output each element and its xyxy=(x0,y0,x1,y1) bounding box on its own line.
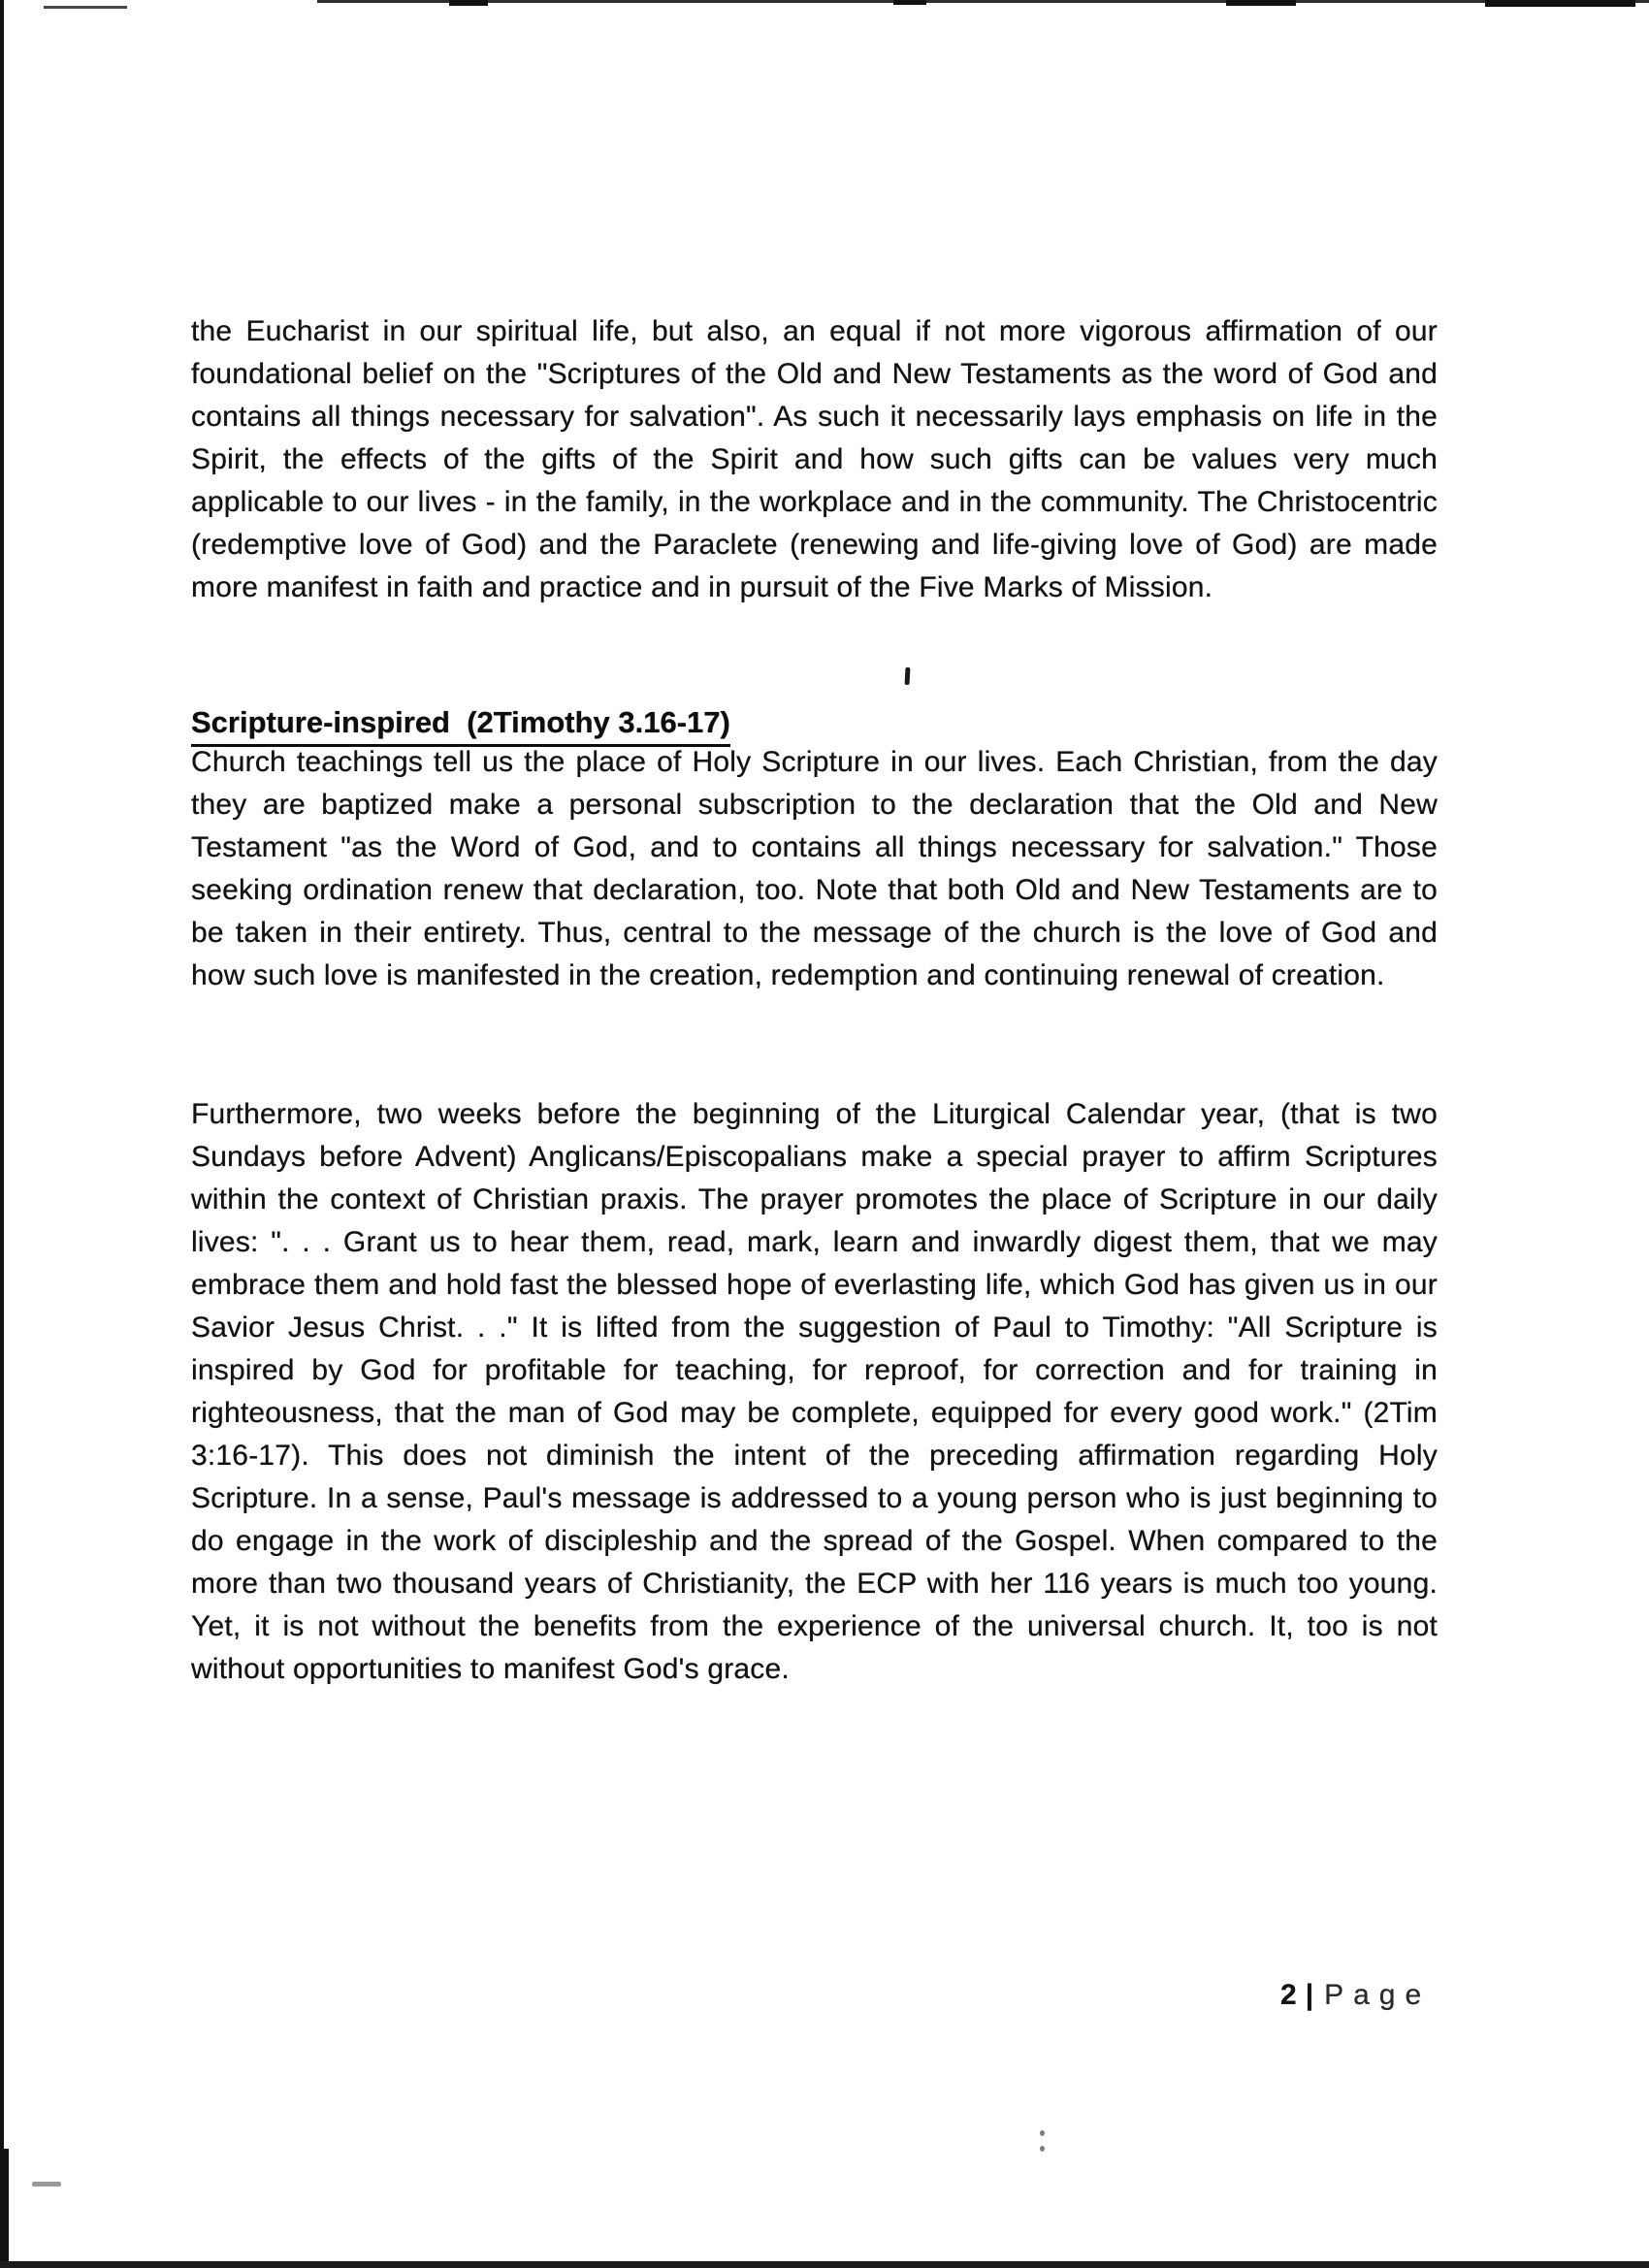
scan-top-edge-segment xyxy=(1226,0,1296,6)
paragraph-furthermore-liturgical: Furthermore, two weeks before the beginning of the Liturgical Calendar year, (that is two Sundays before Advent) Anglicans/Episcopalians make a special prayer to affirm Scriptures within the context of Christian praxis. The prayer promotes the place of Scripture in our daily lives: ". . . Grant us to hear them, read, mark, learn and inwardly digest them, that we may embrace them and hold fast the blessed hope of everlasting life, which God has given us in our Savior Jesus Christ. . ." It is lifted from the suggestion of Paul to Timothy: "All Scripture is inspired by God for profitable for teaching, for reproof, for correction and for training in righteousness, that the man of God may be complete, equipped for every good work." (2Tim 3:16-17). This does not diminish the intent of the preceding affirmation regarding Holy Scripture. In a sense, Paul's message is addressed to a young person who is just beginning to do engage in the work of discipleship and the spread of the Gospel. When compared to the more than two thousand years of Christianity, the ECP with her 116 years is much too young. Yet, it is not without the benefits from the experience of the universal church. It, too is not without opportunities to manifest God's grace. xyxy=(191,1098,1438,1685)
scan-left-edge-bar-thick xyxy=(0,2149,9,2268)
footer-label: Page xyxy=(1324,1979,1432,2011)
page-footer xyxy=(1280,1979,1431,2012)
footer-separator: | xyxy=(1305,1979,1314,2011)
paragraph-eucharist-affirmation: the Eucharist in our spiritual life, but also, an equal if not more vigorous affirmation of our foundational belief on the "Scriptures of the Old and New Testaments as the word of God and contains all things necessary for salvation". As such it necessarily lays emphasis on life in the Spirit, the effects of the gifts of the Spirit and how such gifts can be values very much applicable to our lives - in the family, in the workplace and in the community. The Christocentric (redemptive love of God) and the Paraclete (renewing and life-giving love of God) are made more manifest in faith and practice and in pursuit of the Five Marks of Mission. xyxy=(191,315,1438,603)
paragraph-church-teachings: Church teachings tell us the place of Holy Scripture in our lives. Each Christian, from the day they are baptized make a personal subscription to the declaration that the Old and New Testament "as the Word of God, and to contains all things necessary for salvation." Those seeking ordination renew that declaration, too. Note that both Old and New Testaments are to be taken in their entirety. Thus, central to the message of the church is the love of God and how such love is manifested in the creation, redemption and continuing renewal of creation. xyxy=(191,746,1438,991)
bottom-colon-mark xyxy=(1040,2146,1045,2152)
scan-bottom-edge-line xyxy=(0,2261,1649,2268)
page-number: 2 xyxy=(1280,1979,1297,2011)
scan-left-edge-bar xyxy=(0,0,4,2268)
section-heading-scripture-inspired: Scripture-inspired (2Timothy 3.16-17) xyxy=(191,702,730,747)
scan-top-edge-line xyxy=(317,0,1649,3)
scan-top-edge-segment xyxy=(449,0,488,6)
bottom-left-speck xyxy=(32,2182,61,2187)
scan-top-edge-segment xyxy=(893,0,926,5)
stray-tick-mark xyxy=(905,667,911,685)
scan-top-left-dash xyxy=(44,6,127,9)
scan-top-edge-segment xyxy=(1485,0,1635,7)
bottom-colon-mark xyxy=(1040,2130,1045,2136)
